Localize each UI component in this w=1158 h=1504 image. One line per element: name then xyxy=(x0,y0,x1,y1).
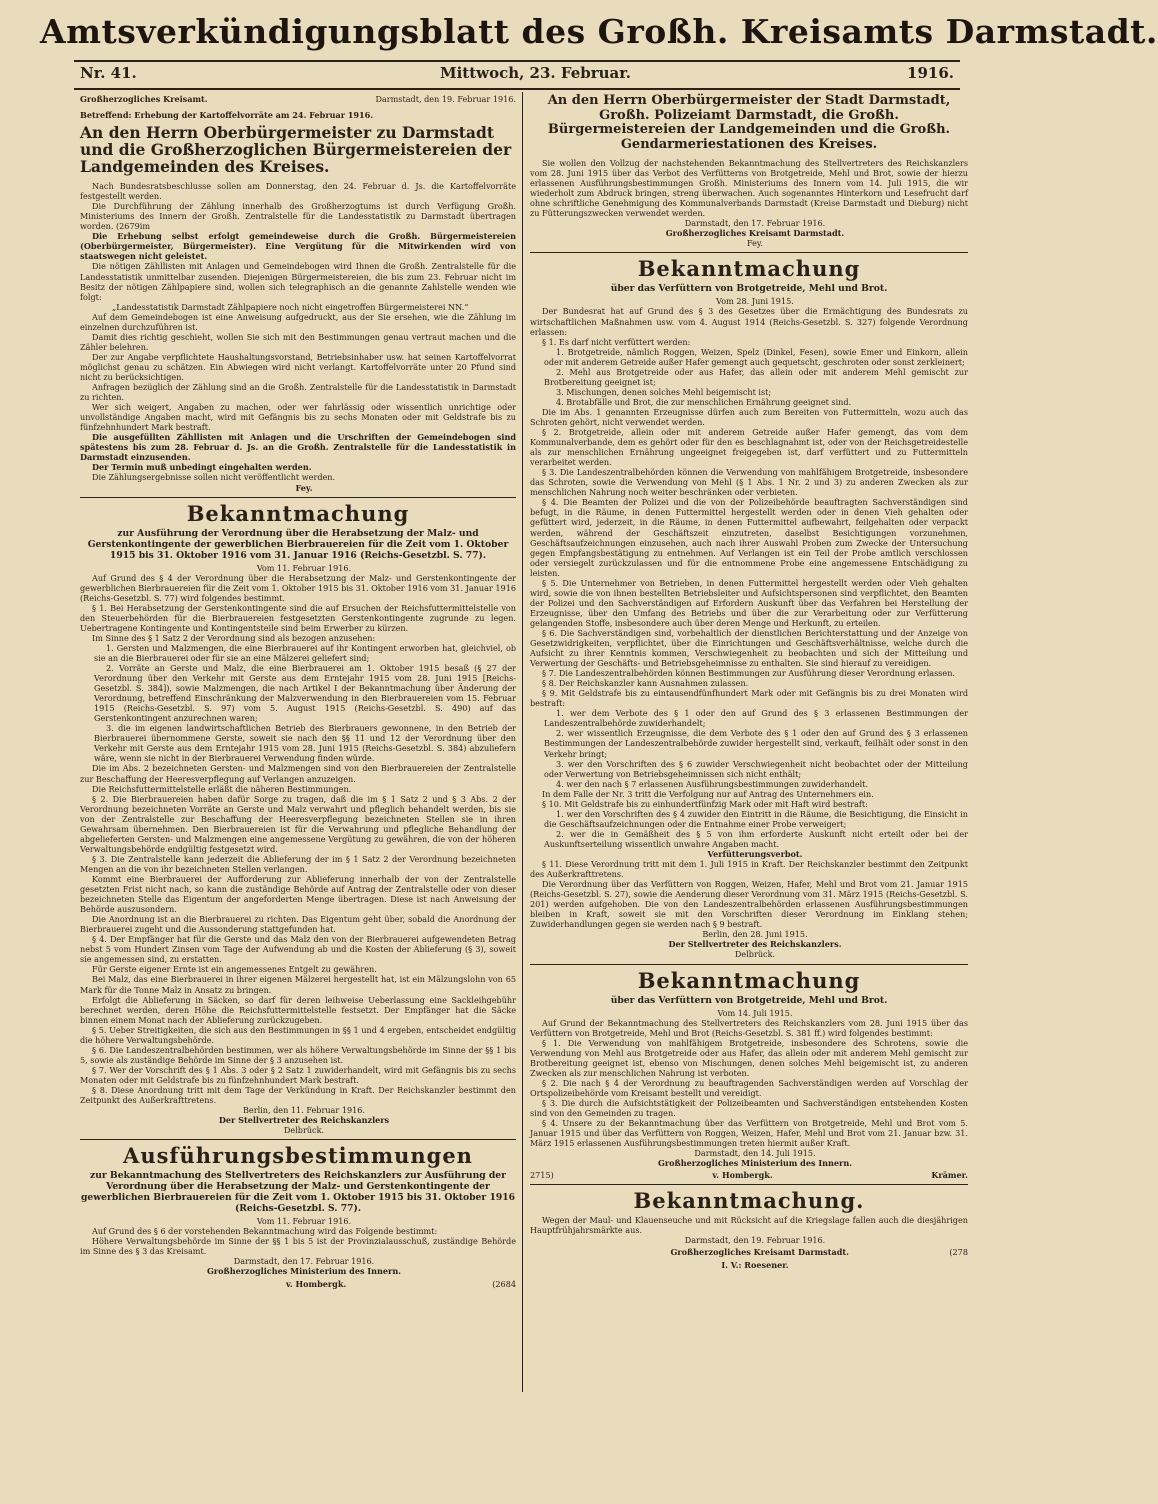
section-paragraph: Der Bundesrat hat auf Grund des § 3 des Gesetzes über die Ermächtigung des Bundesrats zu wirtschaftlichen Maßnahmen usw. vom 4. August 1914 (Reichs-Gesetzbl. S. 327) folgende Verordnung erlassen: xyxy=(530,306,968,337)
signature: Großherzogliches Kreisamt Darmstadt. xyxy=(665,228,845,239)
notice-quote: „Landesstatistik Darmstadt Zählpapiere noch nicht eingetroffen Bürgermeisterei NN.“ xyxy=(112,301,469,312)
section-heading: Bekanntmachung. xyxy=(633,1188,865,1214)
list-item: 1. Brotgetreide, nämlich Roggen, Weizen, Spelz (Dinkel, Fesen), sowie Emer und Einkorn, allein oder mit anderem Getreide außer Hafer gemengt auch gequetscht, geschroten oder sonst zerkleinert; xyxy=(544,346,968,367)
section-paragraph: § 9. Mit Geldstrafe bis zu eintausendfünfhundert Mark oder mit Gefängnis bis zu drei Monaten wird bestraft: xyxy=(530,688,968,709)
section-paragraph: Auf Grund des § 6 der vorstehenden Bekanntmachung wird das Folgende bestimmt: xyxy=(92,1226,438,1237)
section-divider xyxy=(530,964,968,965)
section-divider xyxy=(530,252,968,253)
signature-line xyxy=(80,1279,516,1289)
section-paragraph: § 7. Die Landeszentralbehörden können Bestimmungen zur Ausführung dieser Verordnung erlassen. xyxy=(542,668,955,679)
office-name: Großherzogliches Kreisamt. xyxy=(80,94,208,104)
notice-paragraph: Die Erhebung selbst erfolgt gemeindeweise durch die Großh. Bürgermeistereien (Oberbürgermeister, Bürgermeister). Eine Vergütung für die Mitwirkenden wird von staatswegen nicht geleistet. xyxy=(80,231,516,262)
signature: Fey. xyxy=(295,482,313,493)
section-paragraph: Die Verordnung über das Verfüttern von Roggen, Weizen, Hafer, Mehl und Brot vom 21. Januar 1915 (Reichs-Gesetzbl. S. 27), sowie die Aenderung dieser Verordnung vom 31. März 1915 (Reichs-Gesetzbl. S. 201) werden aufgehoben. Die von den Landeszentralbehörden erlassenen Ausführungsbestimmungen bleiben in Kraft, soweit sie mit den Vorschriften dieser Verordnung im Einklang stehen; Zuwiderhandlungen gegen sie werden nach § 9 bestraft. xyxy=(530,879,968,930)
notice-paragraph: Die ausgefüllten Zähllisten mit Anlagen und die Urschriften der Gemeindebogen sind spätestens bis zum 28. Februar d. Js. an die Großh. Zentralstelle für die Landesstatistik in Darmstadt einzusenden. xyxy=(80,432,516,463)
signature: Der Stellvertreter des Reichskanzlers. xyxy=(668,939,842,950)
section-subheading: über das Verfüttern von Brotgetreide, Mehl und Brot. xyxy=(610,283,888,295)
notice-paragraph: Der Termin muß unbedingt eingehalten werden. xyxy=(92,462,312,473)
section-paragraph: Erfolgt die Ablieferung in Säcken, so darf für deren leihweise Ueberlassung eine Sackleihgebühr berechnet werden, deren Höhe die Reichsfuttermittelstelle festsetzt. Der Empfänger hat die Säcke binnen einem Monat nach der Ablieferung zurückzugeben. xyxy=(80,994,516,1025)
section-paragraph: § 3. Die Zentralstelle kann jederzeit die Ablieferung der im § 1 Satz 2 der Verordnung bezeichneten Mengen an die von ihr bezeichneten Stellen verlangen. xyxy=(80,853,516,874)
section-paragraph: Die Anordnung ist an die Bierbrauerei zu richten. Das Eigentum geht über, sobald die Anordnung der Bierbrauerei zugeht und die Aussonderung stattgefunden hat. xyxy=(80,914,516,935)
section-paragraph: § 4. Der Empfänger hat für die Gerste und das Malz den von der Bierbrauerei aufgewendeten Betrag nebst 5 vom Hundert Zinsen vom Tage der Aufwendung ab und die Kosten der Ablieferung (§ 3), soweit sie angemessen sind, zu erstatten. xyxy=(80,934,516,965)
notice-paragraph: Die Durchführung der Zählung innerhalb des Großherzogtums ist durch Verfügung Großh. Ministeriums des Innern der Großh. Zentralstelle für die Landesstatistik zu Darmstadt übertragen worden. (2679im xyxy=(80,201,516,232)
section-divider xyxy=(80,497,516,498)
place-date: Berlin, den 28. Juni 1915. xyxy=(702,929,808,940)
list-item: 1. wer dem Verbote des § 1 oder den auf Grund des § 3 erlassenen Bestimmungen der Landeszentralbehörde zuwiderhandelt; xyxy=(544,708,968,729)
signature-line xyxy=(530,1247,968,1257)
section-date: Vom 11. Februar 1916. xyxy=(256,1216,352,1227)
signature-name: v. Hombergk. xyxy=(285,1278,347,1289)
section-paragraph: § 6. Die Sachverständigen sind, vorbehaltlich der dienstlichen Berichterstattung und der Anzeige von Gesetzwidrigkeiten, verpflichtet, über die Einrichtungen und Geschäftsverhältnisse, welche durch die Aufsicht zu ihrer Kenntnis kommen, Verschwiegenheit zu beobachten und sich der Mitteilung und Verwertung der Geschäfts- und Betriebsgeheimnisse zu enthalten. Sie sind hierauf zu vereidigen. xyxy=(530,627,968,669)
section-paragraph: In dem Falle der Nr. 3 tritt die Verfolgung nur auf Antrag des Unternehmers ein. xyxy=(542,788,874,799)
address-heading: An den Herrn Oberbürgermeister zu Darmstadt und die Großherzoglichen Bürgermeistereien der Landgemeinden des Kreises. xyxy=(80,123,512,177)
section-paragraph: § 1. Es darf nicht verfüttert werden: xyxy=(542,336,691,347)
list-item: 1. Gersten und Malzmengen, die eine Bierbrauerei auf ihr Kontingent erworben hat, gleichviel, ob sie an die Bierbrauerei oder für sie an eine Mälzerei geliefert sind; xyxy=(94,642,516,663)
section-paragraph: § 11. Diese Verordnung tritt mit dem 1. Juli 1915 in Kraft. Der Reichskanzler bestimmt den Zeitpunkt des Außerkrafttretens. xyxy=(530,859,968,880)
section-paragraph: Die im Abs. 1 genannten Erzeugnisse dürfen auch zum Bereiten von Futtermitteln, wozu auch das Schroten gehört, nicht verwendet werden. xyxy=(530,406,968,427)
section-paragraph: § 1. Bei Herabsetzung der Gerstenkontingente sind die auf Ersuchen der Reichsfuttermittelstelle von den Steuerbehörden für die Bierbrauereien festgesetzten Gerstenkontingente zugrunde zu legen. Uebertragene Kontingente und Kontingentsteile sind beim Erwerber zu kürzen. xyxy=(80,602,516,633)
notice-paragraph: Anfragen bezüglich der Zählung sind an die Großh. Zentralstelle für die Landesstatistik in Darmstadt zu richten. xyxy=(80,382,516,403)
section-paragraph: § 6. Die Landeszentralbehörden bestimmen, wer als höhere Verwaltungsbehörde im Sinne der §§ 1 bis 5, sowie als zuständige Behörde im Sinne der § 3 anzusehen ist. xyxy=(80,1044,516,1065)
signature-name: Delbrück. xyxy=(734,949,776,960)
section-paragraph: Auf Grund der Bekanntmachung des Stellvertreters des Reichskanzlers vom 28. Juni 1915 über das Verfüttern von Brotgetreide, Mehl und Brot (Reichs-Gesetzbl. S. 381 ff.) wird folgendes bestimmt: xyxy=(530,1017,968,1038)
section-paragraph: § 4. Unsere zu der Bekanntmachung über das Verfüttern von Brotgetreide, Mehl und Brot vom 5. Januar 1915 und über das Verfüttern von Roggen, Weizen, Hafer, Mehl und Brot vom 21. Januar bzw. 31. März 1915 erlassenen Ausführungsbestimmungen treten hiermit außer Kraft. xyxy=(530,1118,968,1149)
place-date: Darmstadt, den 17. Februar 1916. xyxy=(684,218,826,229)
issue-number: Nr. 41. xyxy=(80,64,137,82)
section-paragraph: Wegen der Maul- und Klauenseuche und mit Rücksicht auf die Kriegslage fallen auch die diesjährigen Hauptfrühjahrsmärkte aus. xyxy=(530,1215,968,1236)
notice-paragraph: Damit dies richtig geschieht, wollen Sie sich mit den Bestimmungen genau vertraut machen und die Zähler belehren. xyxy=(80,331,516,352)
section-date: Vom 14. Juli 1915. xyxy=(717,1007,793,1018)
section-paragraph: Kommt eine Bierbrauerei der Aufforderung zur Ablieferung innerhalb der von der Zentralstelle gesetzten Frist nicht nach, so kann die zuständige Behörde auf Antrag der Zentralstelle oder von dieser bezeichneten Stelle das Eigentum der angeforderten Menge übertragen. Diese ist nach Anweisung der Behörde auszusondern. xyxy=(80,874,516,915)
section-paragraph: Im Sinne des § 1 Satz 2 der Verordnung sind als bezogen anzusehen: xyxy=(92,632,376,643)
reference-number: (278 xyxy=(949,1247,968,1258)
section-paragraph: Bei Malz, das eine Bierbrauerei in ihrer eigenen Mälzerei hergestellt hat, ist ein Mälzungslohn von 65 Mark für die Tonne Malz in Ansatz zu bringen. xyxy=(80,974,516,995)
list-item: 4. Brotabfälle und Brot, die zur menschlichen Ernährung geeignet sind. xyxy=(556,396,852,407)
notice-paragraph: Nach Bundesratsbeschlusse sollen am Donnerstag, den 24. Februar d. Js. die Kartoffelvorräte festgestellt werden. xyxy=(80,181,516,202)
section-date: Vom 28. Juni 1915. xyxy=(716,296,794,307)
section-paragraph: § 4. Die Beamten der Polizei und die von der Polizeibehörde beauftragten Sachverständigen sind befugt, in die Räume, in denen Futtermittel hergestellt werden oder in denen Vieh gehalten oder gefüttert wird, jederzeit, in die Räume, in denen Futtermittel aufbewahrt, feilgehalten oder verpackt werden, während der Geschäftszeit einzutreten, daselbst Besichtigungen vorzunehmen, Geschäftsaufzeichnungen einzusehen, auch nach ihrer Auswahl Proben zum Zwecke der Untersuchung gegen Empfangsbestätigung zu entnehmen. Auf Verlangen ist ein Teil der Probe amtlich verschlossen oder versiegelt zurückzulassen und für die entnommene Probe eine angemessene Entschädigung zu leisten. xyxy=(530,497,968,578)
signature: Großherzogliches Ministerium des Innern. xyxy=(206,1266,402,1277)
section-heading: Bekanntmachung xyxy=(637,967,861,993)
list-item: 3. wer den Vorschriften des § 6 zuwider Verschwiegenheit nicht beobachtet oder der Mitteilung oder Verwertung von Betriebsgeheimnissen sich nicht enthält; xyxy=(544,758,968,779)
section-paragraph: § 3. Die durch die Aufsichtstätigkeit der Polizeibeamten und Sachverständigen entstehenden Kosten sind von den Gemeinden zu tragen. xyxy=(530,1097,968,1118)
section-paragraph: Auf Grund des § 4 der Verordnung über die Herabsetzung der Malz- und Gerstenkontingente der gewerblichen Bierbrauereien für die Zeit vom 1. Oktober 1915 bis 31. Oktober 1916 vom 31. Januar 1916 (Reichs-Gesetzbl. S. 77) wird folgendes bestimmt. xyxy=(80,572,516,603)
list-item: 1. wer den Vorschriften des § 4 zuwider den Eintritt in die Räume, die Besichtigung, die Einsicht in die Geschäftsaufzeichnungen oder die Entnahme einer Probe verweigert; xyxy=(544,808,968,829)
signature-name: Krämer. xyxy=(931,1170,968,1181)
signature-line xyxy=(530,1170,968,1180)
issue-year: 1916. xyxy=(907,64,954,82)
place-date: Darmstadt, den 14. Juli 1915. xyxy=(694,1148,816,1159)
list-item: 3. die im eigenen landwirtschaftlichen Betrieb des Bierbrauers gewonnene, in den Betrieb der Bierbrauerei übernommene Gerste, soweit sie nach den §§ 11 und 12 der Verordnung über den Verkehr mit Gerste aus dem Erntejahr 1915 vom 28. Juni 1915 (Reichs-Gesetzbl. S. 384) abzuliefern wäre, wenn sie nicht in der Bierbrauerei Verwendung finden würde. xyxy=(94,723,516,764)
section-paragraph: Für Gerste eigener Ernte ist ein angemessenes Entgelt zu gewähren. xyxy=(92,964,377,975)
signature-name: I. V.: Roesener. xyxy=(721,1259,789,1270)
section-paragraph: § 7. Wer der Vorschrift des § 1 Abs. 3 oder § 2 Satz 1 zuwiderhandelt, wird mit Gefängnis bis zu sechs Monaten oder mit Geldstrafe bis zu fünfzehnhundert Mark bestraft. xyxy=(80,1064,516,1085)
signature: Großherzogliches Kreisamt Darmstadt. xyxy=(670,1247,849,1258)
section-paragraph: Höhere Verwaltungsbehörde im Sinne der §§ 1 bis 5 ist der Provinzialausschuß, zuständige Behörde im Sinne des § 3 das Kreisamt. xyxy=(80,1236,516,1257)
left-column xyxy=(80,94,516,1500)
list-item: 2. Vorräte an Gerste und Malz, die eine Bierbrauerei am 1. Oktober 1915 besaß (§ 27 der Verordnung über den Verkehr mit Gerste aus dem Erntejahr 1915 vom 28. Juni 1915 [Reichs-Gesetzbl. S. 384]), sowie Malzmengen, die nach Artikel I der Bekanntmachung über Änderung der Verordnung, betreffend Einschränkung der Malzverwendung in den Bierbrauereien vom 15. Februar 1915 (Reichs-Gesetzbl. S. 97) vom 5. August 1915 (Reichs-Gesetzbl. S. 490) auf das Gerstenkontingent anzurechnen waren; xyxy=(94,663,516,724)
list-item: 2. wer wissentlich Erzeugnisse, die dem Verbote des § 1 oder den auf Grund des § 3 erlassenen Bestimmungen der Landeszentralbehörde zuwider hergestellt sind, verkauft, feilhält oder sonst in den Verkehr bringt; xyxy=(544,728,968,759)
section-paragraph: § 2. Die nach § 4 der Verordnung zu beauftragenden Sachverständigen werden auf Vorschlag der Ortspolizeibehörde vom Kreisamt bestellt und vereidigt. xyxy=(530,1077,968,1098)
signature-name: Fey. xyxy=(746,238,764,249)
section-paragraph: § 3. Die Landeszentralbehörden können die Verwendung von mahlfähigem Brotgetreide, insbesondere das Schroten, sowie die Verwendung von Mehl (§ 1 Abs. 1 Nr. 2 und 3) zu anderen Zwecken als zur menschlichen Nahrung noch weiter beschränken oder verbieten. xyxy=(530,467,968,498)
notice-paragraph: Der zur Angabe verpflichtete Haushaltungsvorstand, Betriebsinhaber usw. hat seinen Kartoffelvorrat möglichst genau zu schätzen. Ein Abwiegen wird nicht verlangt. Kartoffelvorräte unter 20 Pfund sind nicht zu berücksichtigen. xyxy=(80,351,516,382)
dateline xyxy=(80,64,954,86)
signature-name: v. Hombergk. xyxy=(712,1170,773,1181)
section-paragraph: § 5. Ueber Streitigkeiten, die sich aus den Bestimmungen in §§ 1 und 4 ergeben, entscheidet endgültig die höhere Verwaltungsbehörde. xyxy=(80,1024,516,1045)
section-paragraph: § 10. Mit Geldstrafe bis zu einhundertfünfzig Mark oder mit Haft wird bestraft: xyxy=(542,798,868,809)
office-date: Darmstadt, den 19. Februar 1916. xyxy=(375,94,516,104)
section-paragraph: Die im Abs. 2 bezeichneten Gersten- und Malzmengen sind von den Bierbrauereien der Zentralstelle zur Beschaffung der Heeresverpflegung auf Verlangen anzuzeigen. xyxy=(80,763,516,784)
section-paragraph: § 1. Die Verwendung von mahlfähigem Brotgetreide, insbesondere des Schrotens, sowie die Verwendung von Mehl aus Brotgetreide oder aus Hafer, das allein oder mit anderem Mehl gemischt zur Brotbereitung geeignet ist, ebenso von Mischungen, denen solches Mehl beigemischt ist, zu anderen Zwecken als zur menschlichen Nahrung ist verboten. xyxy=(530,1037,968,1078)
section-subheading: zur Bekanntmachung des Stellvertreters des Reichskanzlers zur Ausführung der Verordnung über die Herabsetzung der Malz- und Gerstenkontingente der gewerblichen Bierbrauereien für die Zeit vom 1. Oktober 1915 bis 31. Oktober 1916 (Reichs-Gesetzbl. S. 77). xyxy=(80,1170,516,1215)
section-paragraph: § 8. Diese Anordnung tritt mit dem Tage der Verkündung in Kraft. Der Reichskanzler bestimmt den Zeitpunkt des Außerkrafttretens. xyxy=(80,1084,516,1106)
list-item: 4. wer den nach § 7 erlassenen Ausführungsbestimmungen zuwiderhandelt. xyxy=(556,778,869,789)
reference-number: 2715) xyxy=(530,1170,554,1181)
list-item: 3. Mischungen, denen solches Mehl beigemischt ist; xyxy=(556,386,772,397)
signature-name: Delbrück. xyxy=(283,1125,325,1136)
notice-paragraph: Die nötigen Zähllisten mit Anlagen und Gemeindebogen wird Ihnen die Großh. Zentralstelle für die Landesstatistik unmittelbar zusenden. Diejenigen Bürgermeistereien, die bis zum 23. Februar nicht im Besitz der nötigen Zählpapiere sind, wollen sich telegraphisch an die genannte Zahlstelle wenden wie folgt: xyxy=(80,261,516,302)
section-paragraph: Verfütterungsverbot. xyxy=(707,849,803,859)
section-heading: Ausführungsbestimmungen xyxy=(123,1143,473,1169)
right-column xyxy=(530,94,968,1500)
section-heading: Bekanntmachung xyxy=(186,500,410,526)
place-date: Darmstadt, den 19. Februar 1916. xyxy=(684,1235,826,1246)
section-subheading: über das Verfüttern von Brotgetreide, Mehl und Brot. xyxy=(610,994,888,1006)
issue-date: Mittwoch, 23. Februar. xyxy=(440,64,632,82)
section-heading: Bekanntmachung xyxy=(637,256,861,282)
section-paragraph: § 2. Brotgetreide, allein oder mit anderem Getreide außer Hafer gemengt, das vom dem Kommunalverbande, dem es gehört oder für den es beschlagnahmt ist, oder von der Reichsgetreidestelle als zur menschlichen Ernährung ungeeignet freigegeben ist, darf verfüttert und zu Futtermitteln verarbeitet werden. xyxy=(530,427,968,468)
signature: Großherzogliches Ministerium des Innern. xyxy=(657,1158,853,1169)
list-item: 2. wer die in Gemäßheit des § 5 von ihm erforderte Auskunft nicht erteilt oder bei der Auskunftserteilung wissentlich unwahre Angaben macht. xyxy=(544,828,968,849)
section-paragraph: § 5. Die Unternehmer von Betrieben, in denen Futtermittel hergestellt werden oder Vieh gehalten wird, sowie die von ihnen bestellten Betriebsleiter und Aufsichtspersonen sind verpflichtet, den Beamten der Polizei und den Sachverständigen auf Erfordern Auskunft über das Verfahren bei Herstellung der Erzeugnisse, über den Umfang des Betriebs und über die zur Verarbeitung oder zur Verfütterung gelangenden Stoffe, insbesondere auch über deren Menge und Herkunft, zu erteilen. xyxy=(530,577,968,628)
section-subheading: zur Ausführung der Verordnung über die Herabsetzung der Malz- und Gerstenkontingente der gewerblichen Bierbrauereien für die Zeit vom 1. Oktober 1915 bis 31. Oktober 1916 vom 31. Januar 1916 (Reichs-Gesetzbl. S. 77). xyxy=(87,527,509,561)
signature: Der Stellvertreter des Reichskanzlers xyxy=(218,1115,390,1126)
address-heading: An den Herrn Oberbürgermeister der Stadt Darmstadt, Großh. Polizeiamt Darmstadt, die Großh. Bürgermeistereien der Landgemeinden und die Großh. Gendarmeriestationen des Kreises. xyxy=(547,93,951,152)
notice-paragraph: Die Zählungsergebnisse sollen nicht veröffentlicht werden. xyxy=(92,472,336,483)
office-line xyxy=(80,94,516,104)
betreff-line: Betreffend: Erhebung der Kartoffelvorräte am 24. Februar 1916. xyxy=(80,110,374,121)
list-item: 2. Mehl aus Brotgetreide oder aus Hafer, das allein oder mit anderem Mehl gemischt zur Brotbereitung geeignet ist; xyxy=(544,366,968,387)
place-date: Berlin, den 11. Februar 1916. xyxy=(242,1105,365,1116)
section-paragraph: § 2. Die Bierbrauereien haben dafür Sorge zu tragen, daß die im § 1 Satz 2 und § 3 Abs. 2 der Verordnung bezeichneten Vorräte an Gerste und Malz verwahrt und pfleglich behandelt werden, bis sie von der Zentralstelle zur Beschaffung der Heeresverpflegung bezeichneten Stellen sie in ihren Gewahrsam übernehmen. Den Bierbrauereien ist für die Verwahrung und pflegliche Behandlung der abgelieferten Gersten- und Malzmengen eine angemessene Vergütung zu gewähren, die von der höheren Verwaltungsbehörde endgültig festgesetzt wird. xyxy=(80,793,516,854)
masthead-rule-top xyxy=(74,60,960,62)
section-paragraph: § 8. Der Reichskanzler kann Ausnahmen zulassen. xyxy=(542,678,749,689)
notice-paragraph: Wer sich weigert, Angaben zu machen, oder wer fahrlässig oder wissentlich unrichtige oder unvollständige Angaben macht, wird mit Gefängnis bis zu sechs Monaten oder mit Geldstrafe bis zu fünfzehnhundert Mark bestraft. xyxy=(80,402,516,433)
section-divider xyxy=(530,1184,968,1185)
notice-paragraph: Auf dem Gemeindebogen ist eine Anweisung aufgedruckt, aus der Sie ersehen, wie die Zählung im einzelnen durchzuführen ist. xyxy=(80,311,516,332)
section-paragraph: Die Reichsfuttermittelstelle erläßt die näheren Bestimmungen. xyxy=(92,783,352,794)
reference-number: (2684 xyxy=(492,1278,516,1289)
column-divider xyxy=(522,92,523,1392)
section-divider xyxy=(80,1139,516,1140)
section-date: Vom 11. Februar 1916. xyxy=(256,562,352,573)
notice-paragraph: Sie wollen den Vollzug der nachstehenden Bekanntmachung des Stellvertreters des Reichskanzlers vom 28. Juni 1915 über das Verbot des Verfütterns von Brotgetreide, Mehl und Brot, sowie der hierzu erlassenen Ausführungsbestimmungen Großh. Ministeriums des Innern vom 14. Juli 1915, die wir wiederholt zum Abdruck bringen, streng überwachen. Auch sogenanntes Hinterkorn und Lesefrucht darf ohne schriftliche Genehmigung des Kommunalverbands Darmstadt (Kreise Darmstadt und Dieburg) nicht zu Fütterungszwecken verwendet werden. xyxy=(530,158,968,219)
place-date: Darmstadt, den 17. Februar 1916. xyxy=(233,1256,375,1267)
masthead-rule-bottom xyxy=(74,88,960,90)
masthead-title: Amtsverkündigungsblatt des Großh. Kreisamts Darmstadt. xyxy=(40,12,1158,51)
